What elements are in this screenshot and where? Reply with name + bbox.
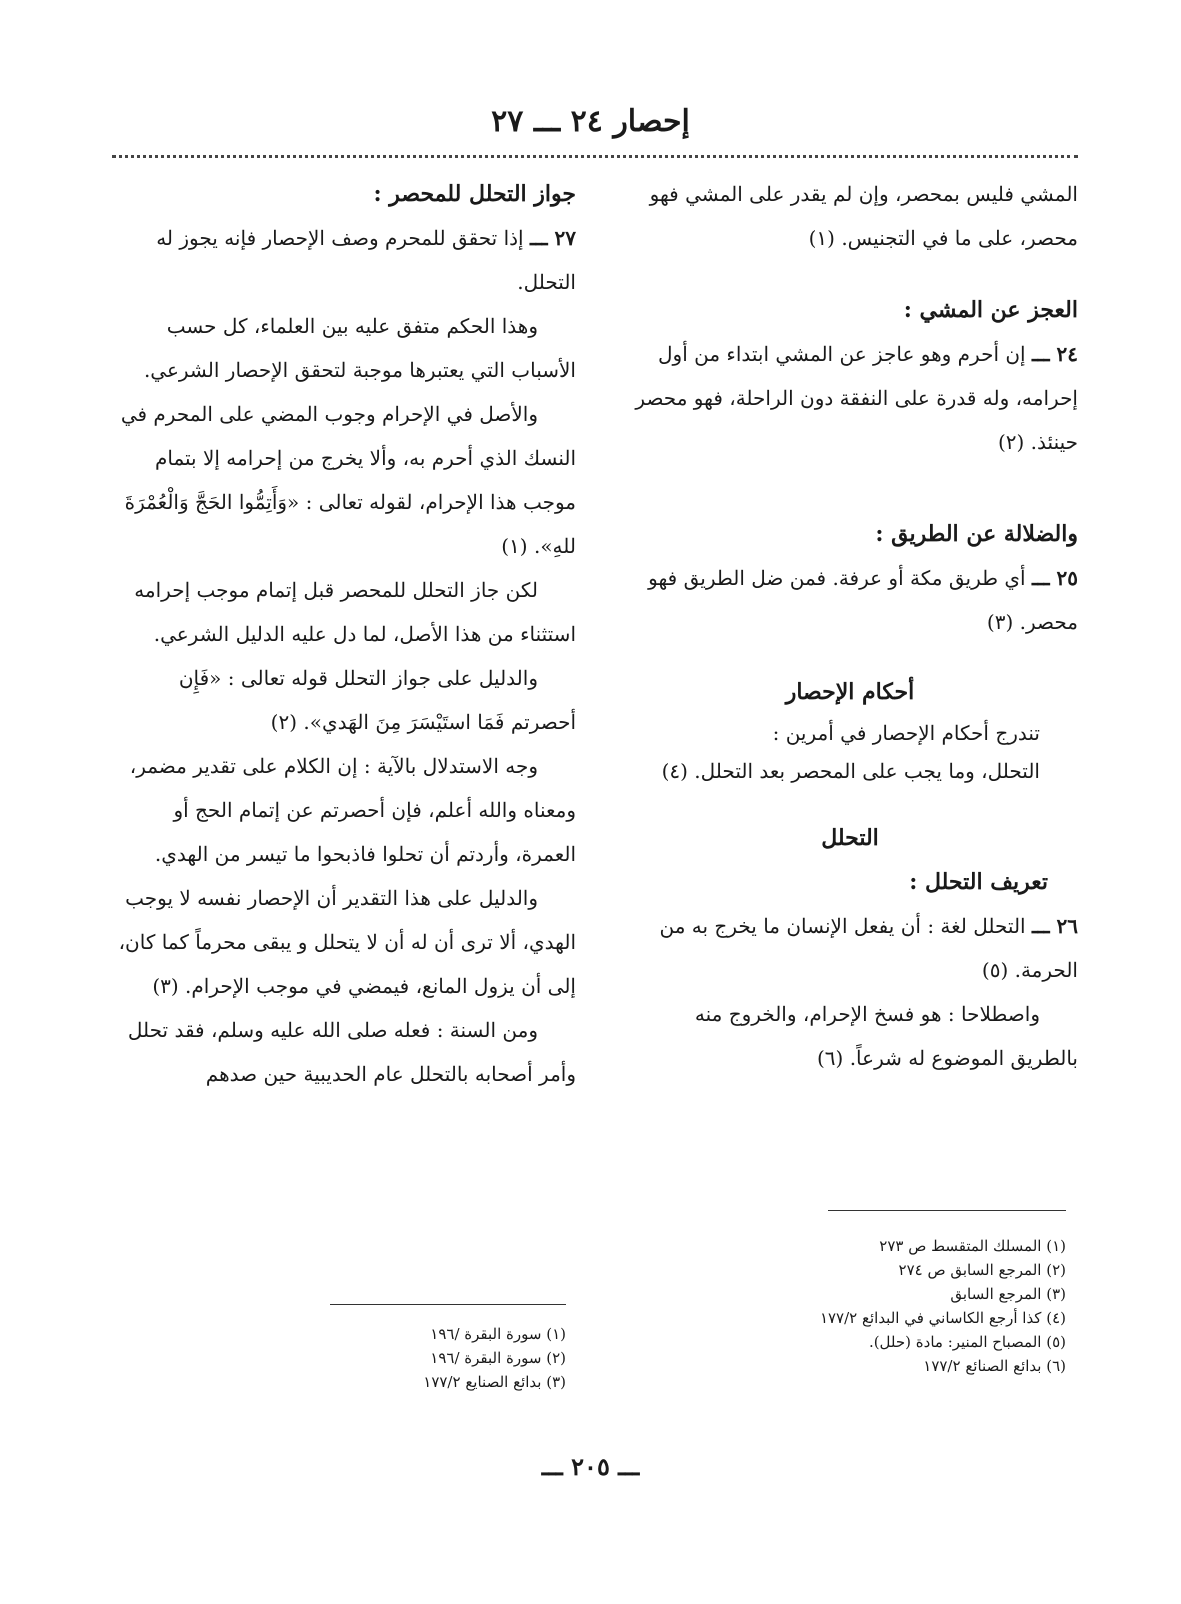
footnote-rule-left [330,1304,566,1305]
heading-lost-way: والضلالة عن الطريق : [875,521,1078,547]
rulings-intro: تندرج أحكام الإحصار في أمرين : [772,721,1040,745]
paragraph-25-text: أي طريق مكة أو عرفة. فمن ضل الطريق فهو محصر. (٣) [648,566,1078,634]
footnote-left-1: (١) سورة البقرة /١٩٦ [430,1325,566,1343]
paragraph-26-text: التحلل لغة : أن يفعل الإنسان ما يخرج به من الحرمة. (٥) [659,914,1078,982]
right-continuation-paragraph: المشي فليس بمحصر، وإن لم يقدر على المشي فهو محصر، على ما في التجنيس. (١) [649,182,1078,250]
paragraph-24 [622,332,1078,464]
item-number-24: ٢٤ ـــ [1031,342,1078,366]
paragraph-exception: لكن جاز التحلل للمحصر قبل إتمام موجب إحرامه استثناء من هذا الأصل، لما دل عليه الدليل الشرعي. [134,578,576,646]
heading-permissibility: جواز التحلل للمحصر : [373,181,576,207]
right-column [622,172,1078,1080]
paragraph-26-technical: واصطلاحا : هو فسخ الإحرام، والخروج منه بالطريق الموضوع له شرعاً. (٦) [694,1002,1078,1070]
section-title-tahallul: التحلل [821,825,879,851]
paragraph-interpretation: والدليل على هذا التقدير أن الإحصار نفسه لا يوجب الهدي، ألا ترى أن له أن لا يتحلل و يبقى محرماً كما كان، إلى أن يزول المانع، فيمضي في موجب الإحرام. (٣) [118,886,576,998]
item-number-25: ٢٥ ـــ [1031,566,1078,590]
paragraph-inference: وجه الاستدلال بالآية : إن الكلام على تقدير مضمر، ومعناه والله أعلم، فإن أحصرتم عن إتمام الحج أو العمرة، وأردتم أن تحلوا فاذبحوا ما تيسر من الهدي. [129,754,576,866]
footnote-right-5: (٥) المصباح المنير: مادة (حلل). [868,1333,1066,1351]
paragraph-25 [622,556,1078,644]
paragraph-26 [622,904,1078,992]
page-number: ـــ ٢٠٥ ـــ [541,1452,640,1481]
footnotes-left [300,1322,566,1394]
footnotes-right [700,1234,1066,1378]
heading-tahallul-definition: تعريف التحلل : [909,869,1048,895]
page-header-title: إحصار ٢٤ ـــ ٢٧ [491,104,690,139]
paragraph-principle: والأصل في الإحرام وجوب المضي على المحرم في النسك الذي أحرم به، وألا يخرج من إحرامه إلا بتمام موجب هذا الإحرام، لقوله تعالى : «وَأَتِمُّوا الحَجَّ وَالْعُمْرَةَ للهِ». (١) [120,402,576,558]
section-title-rulings: أحكام الإحصار [785,679,915,705]
footnote-right-3: (٣) المرجع السابق [950,1285,1066,1303]
paragraph-sunnah: ومن السنة : فعله صلى الله عليه وسلم، فقد تحلل وأمر أصحابه بالتحلل عام الحديبية حين صدهم [127,1018,576,1086]
item-number-27: ٢٧ ـــ [529,226,576,250]
paragraph-consensus: وهذا الحكم متفق عليه بين العلماء، كل حسب الأسباب التي يعتبرها موجبة لتحقق الإحصار الشرعي. [143,314,576,382]
paragraph-24-text: إن أحرم وهو عاجز عن المشي ابتداء من أول إحرامه، وله قدرة على النفقة دون الراحلة، فهو محصر حينئذ. (٢) [635,342,1078,454]
left-column [118,172,576,1096]
heading-walking-inability: العجز عن المشي : [903,297,1078,323]
footnote-right-4: (٤) كذا أرجع الكاساني في البدائع ١٧٧/٢ [819,1309,1066,1327]
footnote-left-3: (٣) بدائع الصنايع ١٧٧/٢ [423,1373,566,1391]
paragraph-27 [118,216,576,304]
footnote-right-2: (٢) المرجع السابق ص ٢٧٤ [898,1261,1066,1279]
item-number-26: ٢٦ ـــ [1031,914,1078,938]
rulings-list: التحلل، وما يجب على المحصر بعد التحلل. (٤) [661,759,1040,783]
footnote-right-1: (١) المسلك المتقسط ص ٢٧٣ [879,1237,1066,1255]
footnote-right-6: (٦) بدائع الصنائع ١٧٧/٢ [923,1357,1066,1375]
footnote-rule-right [828,1210,1066,1211]
footnote-left-2: (٢) سورة البقرة /١٩٦ [430,1349,566,1367]
paragraph-27-text: إذا تحقق للمحرم وصف الإحصار فإنه يجوز له التحلل. [156,226,576,294]
paragraph-evidence: والدليل على جواز التحلل قوله تعالى : «فَإِن أحصرتم فَمَا استَيْسَرَ مِنَ الهَدي». (٢) [178,666,576,734]
header-dotted-rule [112,155,1078,158]
